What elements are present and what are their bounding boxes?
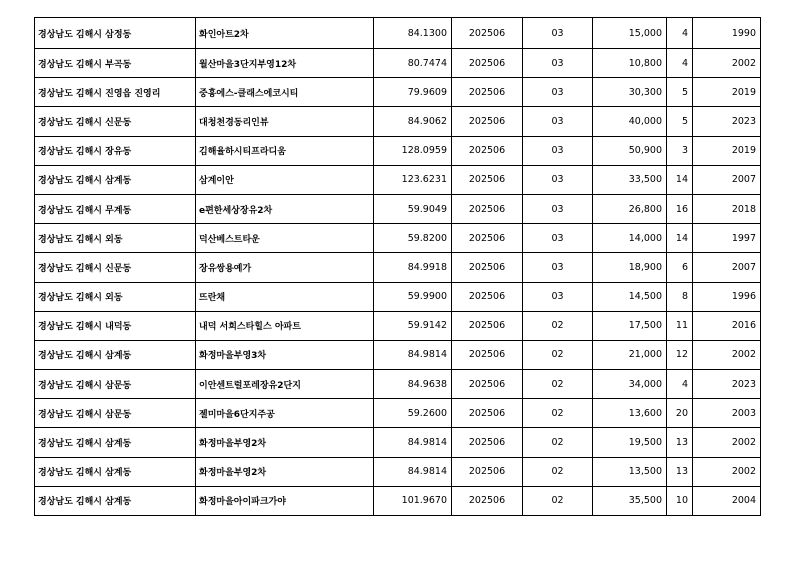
cell-build-year: 2002: [693, 340, 761, 369]
cell-area: 84.1300: [374, 18, 452, 49]
cell-floor: 14: [667, 224, 693, 253]
cell-build-year: 2002: [693, 49, 761, 78]
cell-price: 26,800: [593, 194, 667, 223]
cell-build-year: 1996: [693, 282, 761, 311]
transaction-table: [34, 17, 761, 516]
cell-area: 123.6231: [374, 165, 452, 194]
table-row: [35, 399, 761, 428]
cell-contract-month: 202506: [452, 311, 523, 340]
cell-contract-day: 03: [523, 107, 593, 136]
cell-complex: 화정마을부영2차: [196, 428, 374, 457]
cell-floor: 13: [667, 428, 693, 457]
cell-contract-day: 02: [523, 311, 593, 340]
table-row: [35, 18, 761, 49]
cell-floor: 16: [667, 194, 693, 223]
cell-area: 79.9609: [374, 78, 452, 107]
cell-complex: 중흥에스-클래스에코시티: [196, 78, 374, 107]
cell-area: 101.9670: [374, 486, 452, 515]
cell-floor: 4: [667, 370, 693, 399]
cell-price: 13,600: [593, 399, 667, 428]
cell-area: 59.9049: [374, 194, 452, 223]
cell-floor: 3: [667, 136, 693, 165]
table-row: [35, 340, 761, 369]
cell-price: 21,000: [593, 340, 667, 369]
cell-build-year: 1990: [693, 18, 761, 49]
cell-area: 84.9062: [374, 107, 452, 136]
cell-complex: 화인아트2차: [196, 18, 374, 49]
cell-build-year: 2023: [693, 107, 761, 136]
cell-complex: e편한세상장유2차: [196, 194, 374, 223]
cell-floor: 14: [667, 165, 693, 194]
table-row: [35, 49, 761, 78]
cell-floor: 13: [667, 457, 693, 486]
cell-complex: 김해율하시티프라디움: [196, 136, 374, 165]
cell-contract-day: 03: [523, 194, 593, 223]
cell-complex: 내덕 서희스타힐스 아파트: [196, 311, 374, 340]
cell-complex: 이안센트럴포레장유2단지: [196, 370, 374, 399]
cell-complex: 대청천경동리인뷰: [196, 107, 374, 136]
cell-contract-month: 202506: [452, 253, 523, 282]
cell-price: 14,500: [593, 282, 667, 311]
cell-floor: 4: [667, 49, 693, 78]
cell-region: 경상남도 김해시 삼문동: [35, 399, 196, 428]
cell-complex: 덕산베스트타운: [196, 224, 374, 253]
cell-build-year: 2002: [693, 457, 761, 486]
table-row: [35, 311, 761, 340]
cell-build-year: 2023: [693, 370, 761, 399]
cell-price: 33,500: [593, 165, 667, 194]
cell-contract-day: 03: [523, 49, 593, 78]
cell-complex: 화정마을부영2차: [196, 457, 374, 486]
cell-contract-day: 03: [523, 253, 593, 282]
cell-price: 50,900: [593, 136, 667, 165]
table-row: [35, 224, 761, 253]
cell-contract-day: 02: [523, 486, 593, 515]
cell-complex: 화정마을부영3차: [196, 340, 374, 369]
cell-contract-month: 202506: [452, 194, 523, 223]
cell-contract-day: 02: [523, 340, 593, 369]
cell-build-year: 2019: [693, 136, 761, 165]
cell-build-year: 2002: [693, 428, 761, 457]
table-row: [35, 136, 761, 165]
cell-area: 128.0959: [374, 136, 452, 165]
cell-region: 경상남도 김해시 삼계동: [35, 428, 196, 457]
cell-floor: 8: [667, 282, 693, 311]
cell-region: 경상남도 김해시 부곡동: [35, 49, 196, 78]
cell-area: 59.2600: [374, 399, 452, 428]
table-row: [35, 253, 761, 282]
cell-region: 경상남도 김해시 외동: [35, 282, 196, 311]
cell-region: 경상남도 김해시 진영읍 진영리: [35, 78, 196, 107]
cell-price: 10,800: [593, 49, 667, 78]
cell-contract-day: 03: [523, 136, 593, 165]
cell-contract-month: 202506: [452, 282, 523, 311]
table-row: [35, 428, 761, 457]
cell-price: 19,500: [593, 428, 667, 457]
cell-area: 84.9814: [374, 457, 452, 486]
cell-complex: 젤미마을6단지주공: [196, 399, 374, 428]
cell-floor: 4: [667, 18, 693, 49]
cell-price: 35,500: [593, 486, 667, 515]
cell-area: 84.9814: [374, 340, 452, 369]
cell-contract-day: 03: [523, 78, 593, 107]
cell-floor: 5: [667, 78, 693, 107]
cell-contract-month: 202506: [452, 165, 523, 194]
cell-region: 경상남도 김해시 삼계동: [35, 457, 196, 486]
cell-contract-month: 202506: [452, 49, 523, 78]
cell-build-year: 2004: [693, 486, 761, 515]
cell-area: 84.9814: [374, 428, 452, 457]
cell-complex: 화정마을아이파크가야: [196, 486, 374, 515]
cell-contract-month: 202506: [452, 370, 523, 399]
cell-contract-day: 03: [523, 165, 593, 194]
table-row: [35, 370, 761, 399]
cell-contract-month: 202506: [452, 224, 523, 253]
table-row: [35, 194, 761, 223]
cell-contract-day: 03: [523, 18, 593, 49]
cell-floor: 10: [667, 486, 693, 515]
cell-region: 경상남도 김해시 외동: [35, 224, 196, 253]
cell-complex: 월산마을3단지부영12차: [196, 49, 374, 78]
cell-complex: 장유쌍용예가: [196, 253, 374, 282]
cell-price: 30,300: [593, 78, 667, 107]
cell-price: 13,500: [593, 457, 667, 486]
cell-contract-day: 02: [523, 370, 593, 399]
cell-contract-month: 202506: [452, 340, 523, 369]
cell-contract-day: 02: [523, 399, 593, 428]
cell-build-year: 2016: [693, 311, 761, 340]
cell-build-year: 2007: [693, 253, 761, 282]
table-row: [35, 78, 761, 107]
cell-contract-month: 202506: [452, 18, 523, 49]
cell-price: 34,000: [593, 370, 667, 399]
cell-price: 40,000: [593, 107, 667, 136]
cell-area: 84.9638: [374, 370, 452, 399]
cell-build-year: 2018: [693, 194, 761, 223]
cell-floor: 12: [667, 340, 693, 369]
cell-region: 경상남도 김해시 신문동: [35, 253, 196, 282]
table-row: [35, 165, 761, 194]
cell-area: 59.9142: [374, 311, 452, 340]
cell-contract-month: 202506: [452, 78, 523, 107]
cell-area: 84.9918: [374, 253, 452, 282]
cell-floor: 5: [667, 107, 693, 136]
cell-build-year: 1997: [693, 224, 761, 253]
cell-contract-day: 03: [523, 224, 593, 253]
cell-area: 59.8200: [374, 224, 452, 253]
cell-region: 경상남도 김해시 삼계동: [35, 165, 196, 194]
cell-floor: 6: [667, 253, 693, 282]
cell-contract-day: 02: [523, 457, 593, 486]
cell-contract-month: 202506: [452, 107, 523, 136]
cell-region: 경상남도 김해시 삼계동: [35, 486, 196, 515]
cell-region: 경상남도 김해시 삼문동: [35, 370, 196, 399]
cell-price: 17,500: [593, 311, 667, 340]
cell-build-year: 2007: [693, 165, 761, 194]
table-row: [35, 282, 761, 311]
cell-area: 59.9900: [374, 282, 452, 311]
cell-build-year: 2019: [693, 78, 761, 107]
cell-region: 경상남도 김해시 신문동: [35, 107, 196, 136]
table-row: [35, 486, 761, 515]
cell-contract-day: 02: [523, 428, 593, 457]
cell-region: 경상남도 김해시 내덕동: [35, 311, 196, 340]
cell-floor: 20: [667, 399, 693, 428]
cell-contract-day: 03: [523, 282, 593, 311]
cell-complex: 삼계이안: [196, 165, 374, 194]
cell-complex: 뜨란채: [196, 282, 374, 311]
cell-region: 경상남도 김해시 무계동: [35, 194, 196, 223]
cell-region: 경상남도 김해시 삼정동: [35, 18, 196, 49]
cell-region: 경상남도 김해시 삼계동: [35, 340, 196, 369]
cell-contract-month: 202506: [452, 136, 523, 165]
cell-contract-month: 202506: [452, 399, 523, 428]
cell-price: 15,000: [593, 18, 667, 49]
cell-contract-month: 202506: [452, 457, 523, 486]
cell-price: 14,000: [593, 224, 667, 253]
cell-area: 80.7474: [374, 49, 452, 78]
cell-price: 18,900: [593, 253, 667, 282]
table-row: [35, 107, 761, 136]
cell-build-year: 2003: [693, 399, 761, 428]
cell-region: 경상남도 김해시 장유동: [35, 136, 196, 165]
cell-contract-month: 202506: [452, 428, 523, 457]
cell-floor: 11: [667, 311, 693, 340]
table-row: [35, 457, 761, 486]
cell-contract-month: 202506: [452, 486, 523, 515]
